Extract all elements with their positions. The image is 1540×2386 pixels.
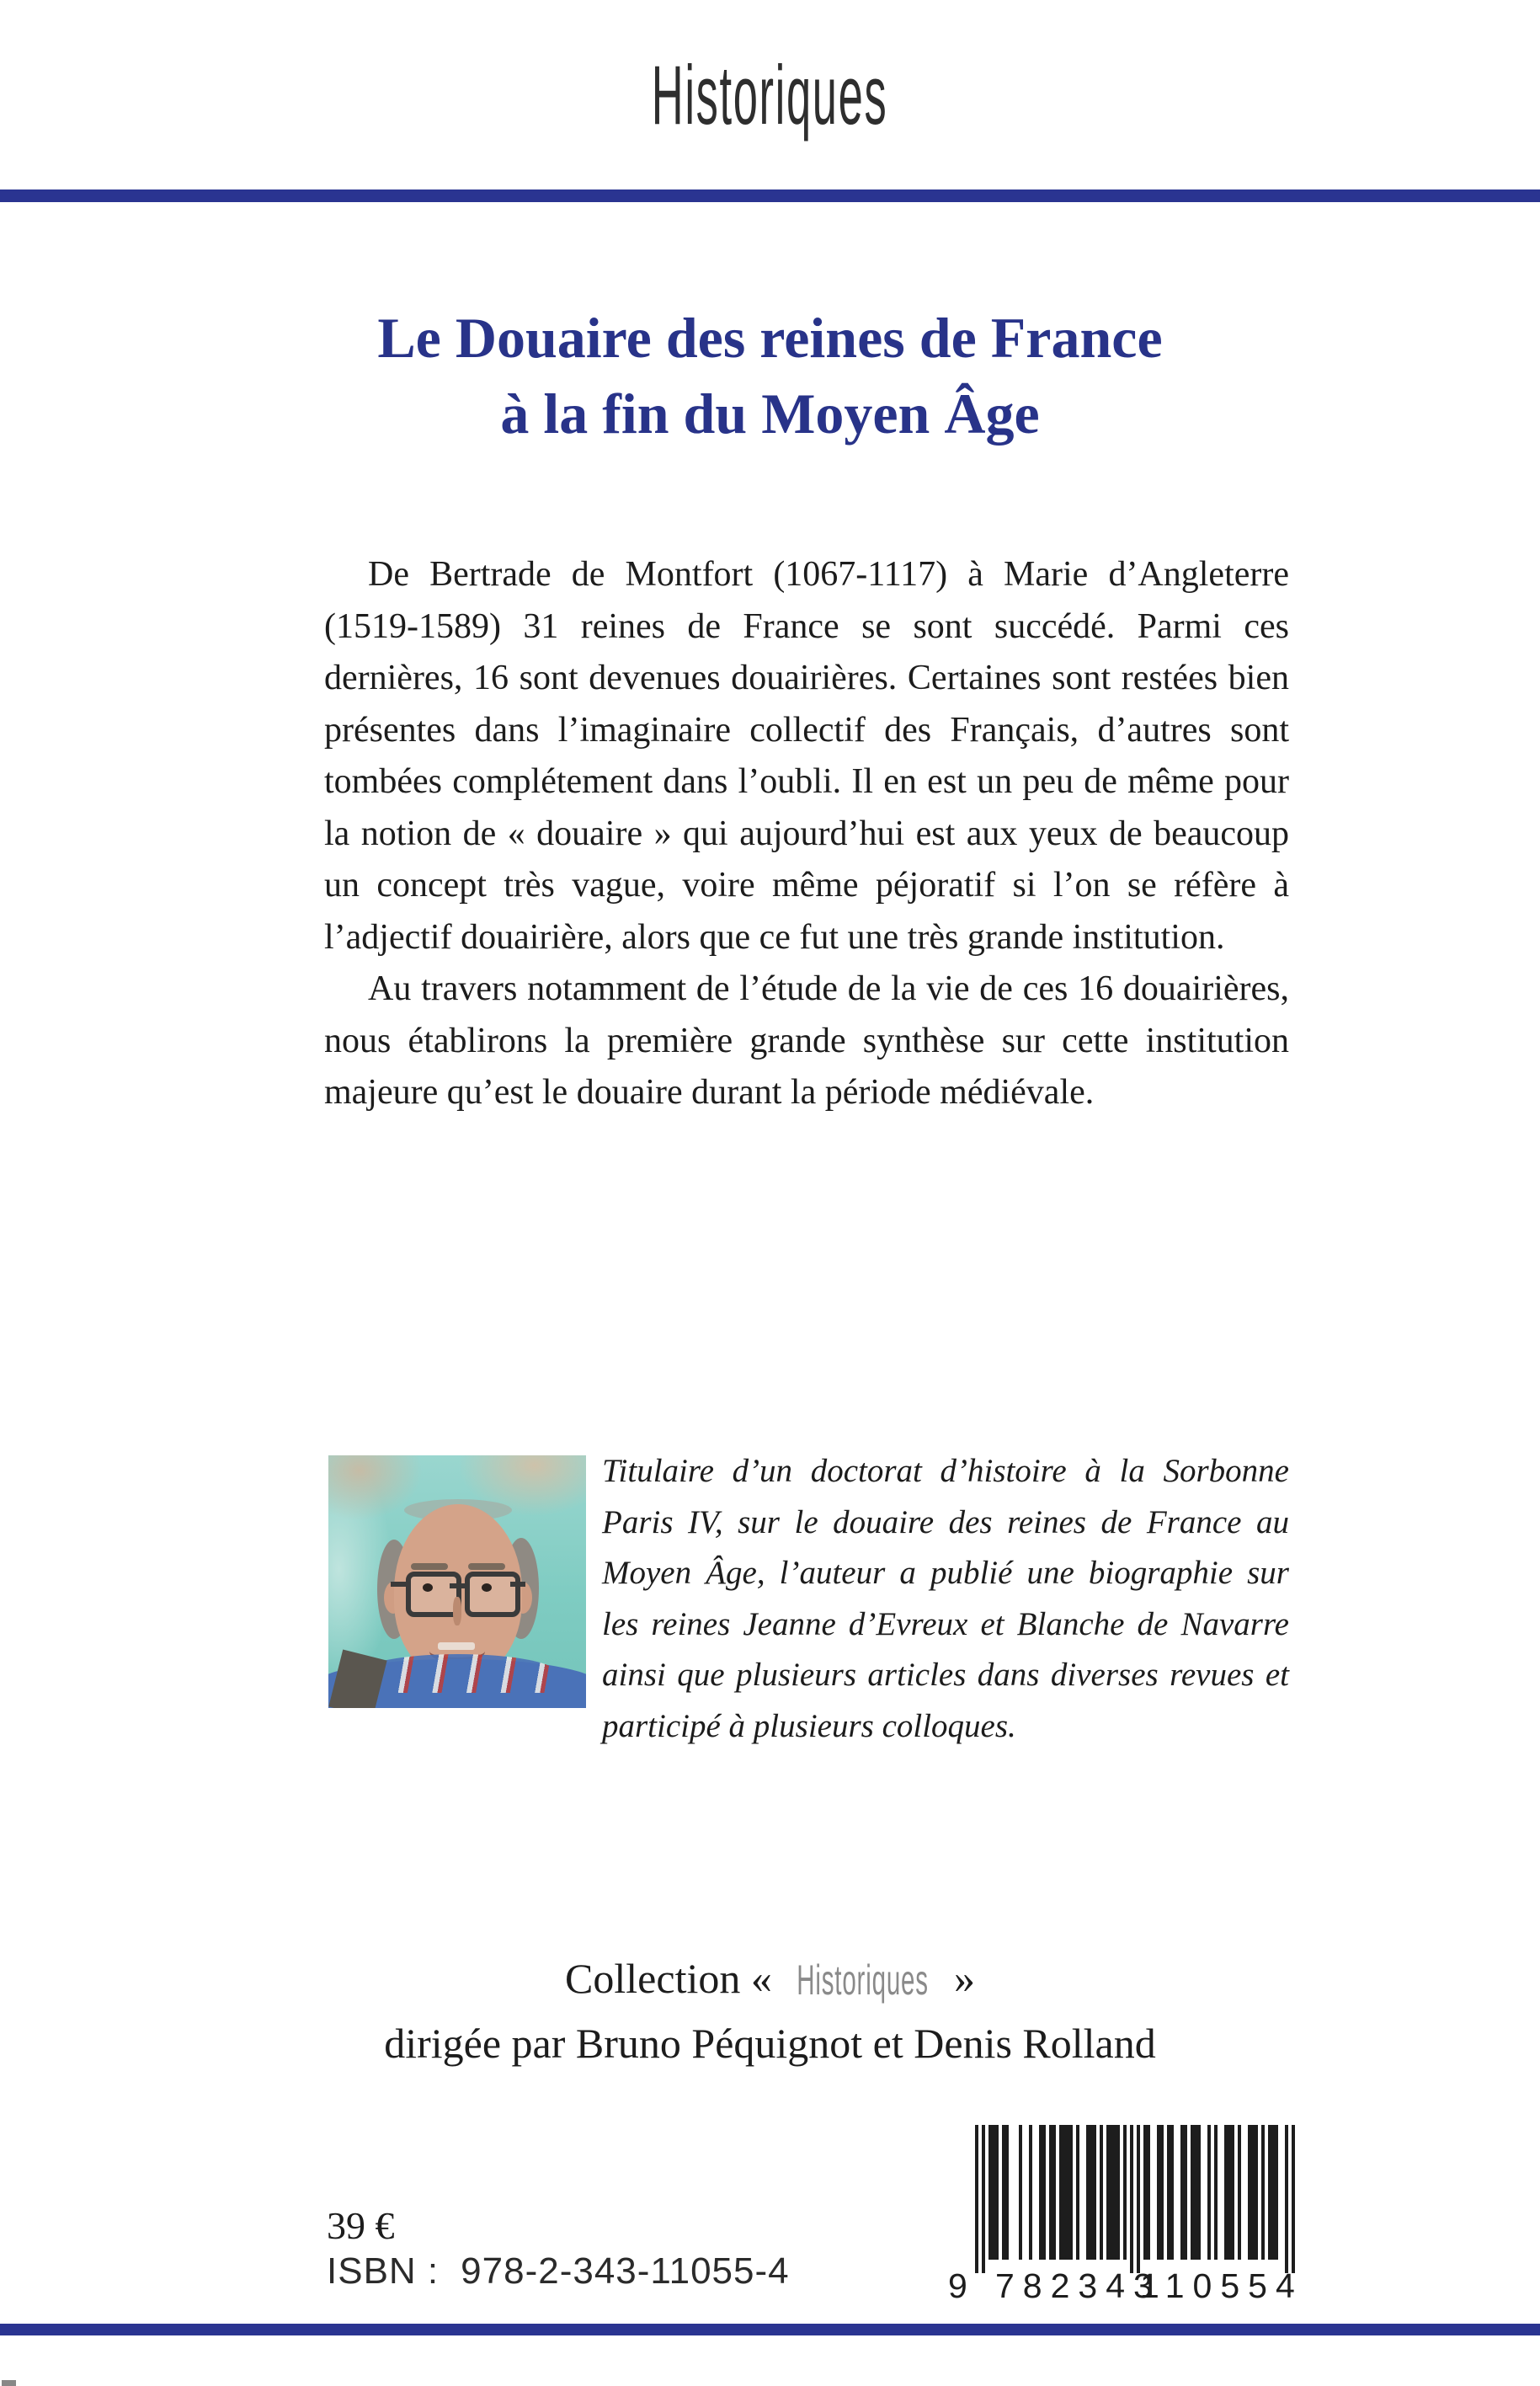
corner-mark — [2, 2380, 16, 2386]
author-photo — [328, 1455, 586, 1708]
author-shirt-collar — [359, 1654, 557, 1693]
synopsis-paragraph-1: De Bertrade de Montfort (1067-1117) à Marie d’Angleterre (1519-1589) 31 reines de France se sont succédé. Parmi ces dernières, 16 sont devenues douairières. Certaines sont restées bien présentes dans l’imaginaire collectif des Français, d’autres sont tombées complétement dans l’oubli. Il en est un peu de même pour la notion de « douaire » qui aujourd’hui est aux yeux de beaucoup un concept très vague, voire même péjoratif si l’on se réfère à l’adjectif douairière, alors que ce fut une très grande institution. — [324, 555, 1289, 957]
title-line-2: à la fin du Moyen Âge — [500, 382, 1040, 446]
isbn-value: 978-2-343-11055-4 — [461, 2250, 790, 2292]
top-rule — [0, 189, 1540, 202]
glasses-bridge — [450, 1583, 466, 1588]
book-title — [0, 300, 1540, 451]
author-eyebrow-left — [411, 1563, 448, 1570]
barcode-digit-group1: 782343 — [995, 2266, 1161, 2305]
barcode-digits — [948, 2266, 1303, 2305]
glasses-temple-left — [391, 1582, 406, 1587]
synopsis-paragraph-2: Au travers notamment de l’étude de la vie de ces 16 douairières, nous établirons la première grande synthèse sur cette institution majeure qu’est le douaire durant la période médiévale. — [324, 969, 1289, 1112]
author-nose — [453, 1597, 461, 1625]
barcode-digit-lead: 9 — [948, 2266, 967, 2305]
glasses-right-lens — [465, 1572, 520, 1617]
title-line-1: Le Douaire des reines de France — [377, 306, 1163, 370]
isbn-line — [327, 2250, 790, 2293]
barcode-digit-group2: 110554 — [1140, 2266, 1303, 2305]
author-eye-right — [482, 1583, 492, 1592]
collection-name-logo: Historiques — [797, 1955, 930, 2004]
collection-note — [0, 1952, 1540, 2069]
bottom-rule — [0, 2324, 1540, 2335]
collection-logo: Historiques — [652, 47, 888, 142]
barcode — [948, 2125, 1303, 2305]
collection-line — [0, 1952, 1540, 2010]
price-label: 39 € — [327, 2204, 395, 2247]
author-eyebrow-right — [468, 1563, 505, 1570]
author-bio: Titulaire d’un doctorat d’histoire à la Sorbonne Paris IV, sur le douaire des reines de France au Moyen Âge, l’auteur a publié une biographie sur les reines Jeanne d’Evreux et Blanche de Navarre ainsi que plusieurs articles dans diverses revues et participé à plusieurs colloques. — [602, 1453, 1289, 1744]
collection-suffix: » — [953, 1955, 975, 2002]
barcode-bars — [975, 2125, 1295, 2273]
synopsis — [324, 549, 1289, 1119]
author-eye-left — [423, 1583, 433, 1592]
collection-header — [0, 47, 1540, 199]
isbn-label: ISBN : — [327, 2250, 440, 2292]
collection-directors: dirigée par Bruno Péquignot et Denis Rolland — [384, 2020, 1156, 2067]
collection-prefix: Collection « — [565, 1955, 772, 2002]
glasses-temple-right — [510, 1582, 525, 1587]
